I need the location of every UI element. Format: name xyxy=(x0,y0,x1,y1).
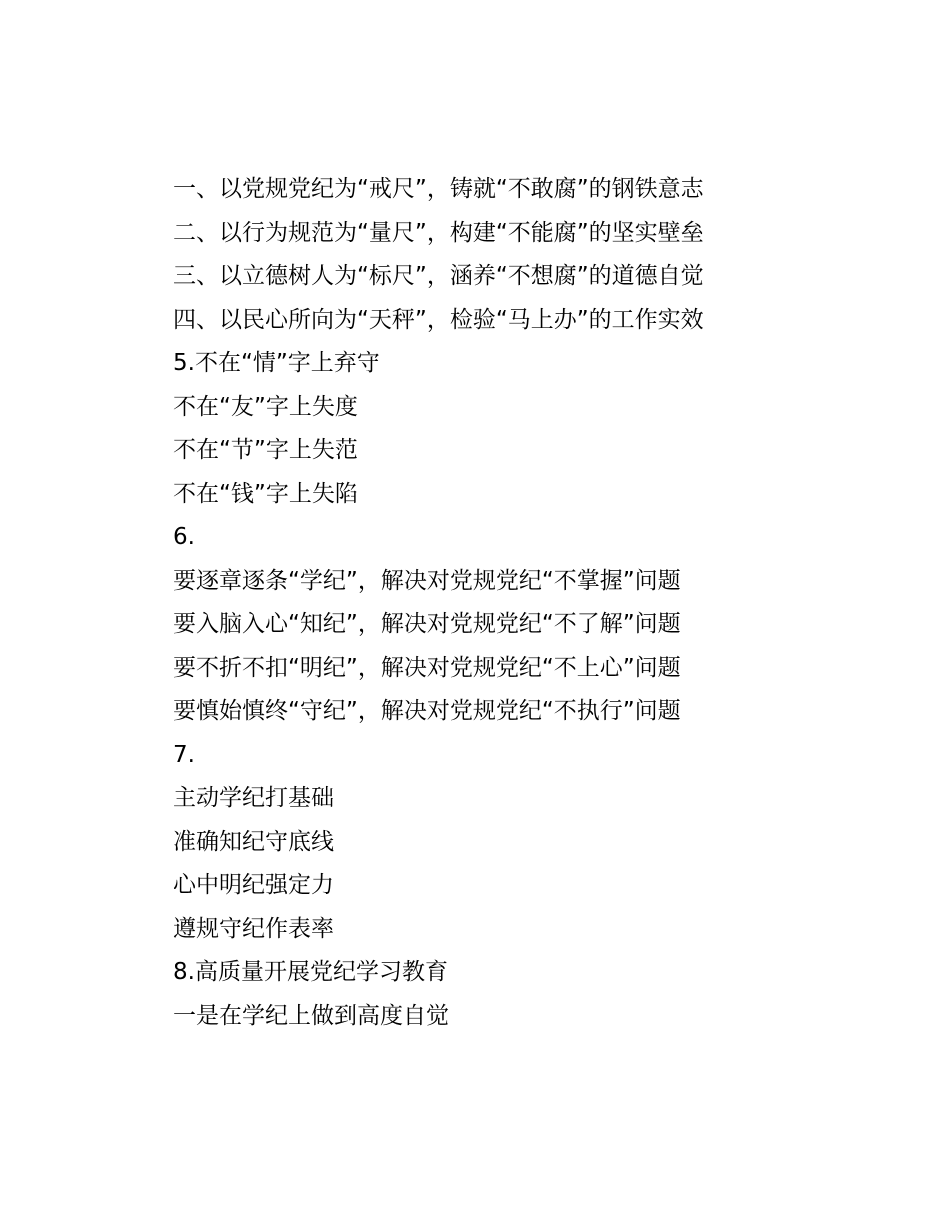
item-7-line-2: 准确知纪守底线 xyxy=(173,828,334,855)
item-7-number: 7. xyxy=(173,741,195,768)
item-8-title: 8.高质量开展党纪学习教育 xyxy=(173,959,448,985)
item-7-line-3: 心中明纪强定力 xyxy=(173,872,334,898)
item-8-line-1: 一是在学纪上做到高度自觉 xyxy=(173,1002,449,1029)
item-7-line-1: 主动学纪打基础 xyxy=(173,785,334,811)
heading-line-1: 一、以党规党纪为“戒尺”，铸就“不敢腐”的钢铁意志 xyxy=(173,176,704,202)
item-5-title: 5.不在“情”字上弃守 xyxy=(173,350,380,376)
item-5-line-3: 不在“节”字上失范 xyxy=(173,437,358,463)
document-body xyxy=(173,168,873,1038)
item-6-number: 6. xyxy=(173,524,195,550)
item-6-line-2: 要入脑入心“知纪”，解决对党规党纪“不了解”问题 xyxy=(173,611,681,637)
item-7-line-4: 遵规守纪作表率 xyxy=(173,915,334,942)
item-6-line-4: 要慎始慎终“守纪”，解决对党规党纪“不执行”问题 xyxy=(173,698,681,724)
heading-line-4: 四、以民心所向为“天秤”，检验“马上办”的工作实效 xyxy=(173,306,704,333)
item-5-line-2: 不在“友”字上失度 xyxy=(173,393,358,420)
item-6-line-3: 要不折不扣“明纪”，解决对党规党纪“不上心”问题 xyxy=(173,654,681,681)
item-6-line-1: 要逐章逐条“学纪”，解决对党规党纪“不掌握”问题 xyxy=(173,567,681,594)
heading-line-2: 二、以行为规范为“量尺”，构建“不能腐”的坚实壁垒 xyxy=(173,219,704,246)
heading-line-3: 三、以立德树人为“标尺”，涵养“不想腐”的道德自觉 xyxy=(173,263,704,289)
item-5-line-4: 不在“钱”字上失陷 xyxy=(173,480,358,507)
